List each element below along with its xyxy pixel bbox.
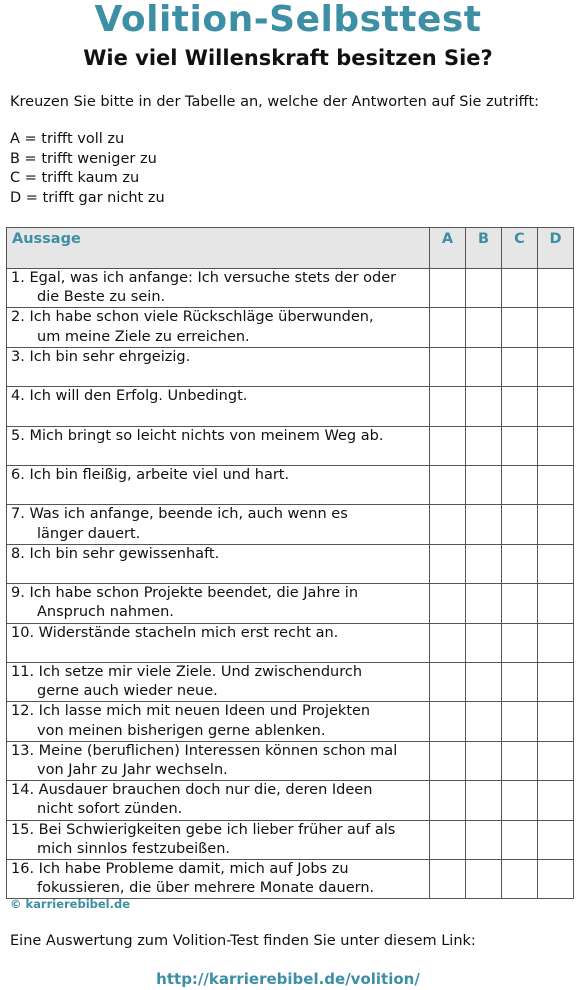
statement-cell	[7, 347, 430, 386]
answer-cell-a[interactable]	[430, 781, 466, 820]
statement-text: 14. Ausdauer brauchen doch nur die, deren Ideen	[11, 782, 373, 799]
statement-text: 15. Bei Schwierigkeiten gebe ich lieber früher auf als	[11, 821, 396, 838]
table-row	[7, 781, 574, 820]
answer-cell-d[interactable]	[538, 308, 574, 347]
answer-cell-d[interactable]	[538, 505, 574, 544]
answer-cell-d[interactable]	[538, 860, 574, 899]
answer-cell-a[interactable]	[430, 702, 466, 741]
statement-text: 1. Egal, was ich anfange: Ich versuche stets der oder	[11, 270, 397, 286]
answer-cell-c[interactable]	[502, 347, 538, 386]
statement-text: 16. Ich habe Probleme damit, mich auf Jobs zu	[11, 861, 349, 877]
table-row	[7, 820, 574, 859]
statement-text: 5. Mich bringt so leicht nichts von meinem Weg ab.	[11, 427, 384, 444]
legend-item-c: C = trifft kaum zu	[10, 170, 140, 186]
answer-cell-a[interactable]	[430, 465, 466, 504]
answer-cell-c[interactable]	[502, 387, 538, 426]
answer-cell-a[interactable]	[430, 741, 466, 780]
table-row	[7, 465, 574, 504]
table-row	[7, 544, 574, 583]
answer-cell-d[interactable]	[538, 387, 574, 426]
answer-cell-c[interactable]	[502, 465, 538, 504]
statement-cell	[7, 584, 430, 623]
answer-cell-d[interactable]	[538, 662, 574, 701]
answer-cell-b[interactable]	[466, 860, 502, 899]
answer-cell-a[interactable]	[430, 426, 466, 465]
answer-cell-b[interactable]	[466, 820, 502, 859]
statement-cell	[7, 860, 430, 899]
statement-text: von meinen bisherigen gerne ablenken.	[37, 722, 326, 739]
column-header-a: A	[430, 228, 466, 269]
answer-cell-c[interactable]	[502, 860, 538, 899]
answer-cell-d[interactable]	[538, 741, 574, 780]
statement-text: 11. Ich setze mir viele Ziele. Und zwischendurch	[11, 663, 363, 680]
statement-text: 2. Ich habe schon viele Rückschläge überwunden,	[11, 309, 374, 326]
answer-cell-b[interactable]	[466, 505, 502, 544]
statement-cell	[7, 269, 430, 308]
answer-cell-d[interactable]	[538, 426, 574, 465]
answer-cell-b[interactable]	[466, 741, 502, 780]
answer-cell-a[interactable]	[430, 662, 466, 701]
answer-cell-d[interactable]	[538, 584, 574, 623]
table-row	[7, 308, 574, 347]
column-header-statement: Aussage	[7, 228, 430, 269]
answer-cell-d[interactable]	[538, 465, 574, 504]
statement-cell	[7, 741, 430, 780]
statement-text: 3. Ich bin sehr ehrgeizig.	[11, 348, 191, 365]
instruction-text: Kreuzen Sie bitte in der Tabelle an, welche der Antworten auf Sie zutrifft:	[10, 94, 540, 110]
answer-cell-d[interactable]	[538, 623, 574, 662]
statement-cell	[7, 505, 430, 544]
statement-cell	[7, 662, 430, 701]
legend-item-d: D = trifft gar nicht zu	[10, 189, 165, 206]
statement-text: 12. Ich lasse mich mit neuen Ideen und Projekten	[11, 703, 371, 720]
answer-cell-a[interactable]	[430, 308, 466, 347]
column-header-b: B	[466, 228, 502, 269]
answer-cell-b[interactable]	[466, 347, 502, 386]
answer-cell-b[interactable]	[466, 662, 502, 701]
statement-text: 4. Ich will den Erfolg. Unbedingt.	[11, 388, 248, 405]
table-header-row	[7, 228, 574, 269]
statement-text: nicht sofort zünden.	[37, 801, 183, 818]
statement-text: gerne auch wieder neue.	[37, 683, 218, 700]
statement-text: länger dauert.	[37, 525, 141, 542]
legend-item-a: A = trifft voll zu	[10, 131, 125, 147]
statement-cell	[7, 426, 430, 465]
table-row	[7, 741, 574, 780]
answer-cell-a[interactable]	[430, 505, 466, 544]
statement-cell	[7, 702, 430, 741]
answer-cell-b[interactable]	[466, 269, 502, 308]
table-row	[7, 662, 574, 701]
answer-cell-c[interactable]	[502, 269, 538, 308]
statement-text: 6. Ich bin fleißig, arbeite viel und hart.	[11, 466, 290, 483]
answer-cell-c[interactable]	[502, 544, 538, 583]
answer-legend	[10, 130, 165, 208]
answer-cell-c[interactable]	[502, 702, 538, 741]
answer-cell-b[interactable]	[466, 781, 502, 820]
answer-cell-b[interactable]	[466, 623, 502, 662]
statement-text: 10. Widerstände stacheln mich erst recht an.	[11, 624, 339, 641]
footer-text: Eine Auswertung zum Volition-Test finden Sie unter diesem Link:	[10, 933, 476, 949]
statement-text: mich sinnlos festzubeißen.	[37, 840, 231, 857]
statement-text: 9. Ich habe schon Projekte beendet, die Jahre in	[11, 585, 359, 602]
column-header-c: C	[502, 228, 538, 269]
answer-cell-a[interactable]	[430, 347, 466, 386]
statement-text: fokussieren, die über mehrere Monate dauern.	[37, 880, 375, 897]
statement-cell	[7, 387, 430, 426]
answer-cell-a[interactable]	[430, 623, 466, 662]
answer-cell-a[interactable]	[430, 387, 466, 426]
table-row	[7, 387, 574, 426]
answer-cell-b[interactable]	[466, 308, 502, 347]
answer-cell-a[interactable]	[430, 544, 466, 583]
statement-cell	[7, 781, 430, 820]
answer-cell-c[interactable]	[502, 505, 538, 544]
table-row	[7, 584, 574, 623]
answer-cell-a[interactable]	[430, 820, 466, 859]
statement-cell	[7, 820, 430, 859]
statement-text: 7. Was ich anfange, beende ich, auch wenn es	[11, 506, 348, 523]
answer-cell-c[interactable]	[502, 308, 538, 347]
table-row	[7, 269, 574, 308]
answer-cell-a[interactable]	[430, 860, 466, 899]
statement-text: um meine Ziele zu erreichen.	[37, 328, 250, 345]
answer-cell-d[interactable]	[538, 702, 574, 741]
answer-cell-c[interactable]	[502, 820, 538, 859]
page-subtitle: Wie viel Willenskraft besitzen Sie?	[83, 46, 493, 70]
answer-cell-c[interactable]	[502, 741, 538, 780]
statement-cell	[7, 465, 430, 504]
table-row	[7, 623, 574, 662]
answer-cell-a[interactable]	[430, 584, 466, 623]
answer-cell-b[interactable]	[466, 426, 502, 465]
answer-cell-c[interactable]	[502, 781, 538, 820]
table-row	[7, 426, 574, 465]
answer-cell-b[interactable]	[466, 387, 502, 426]
survey-table	[6, 227, 574, 899]
answer-cell-b[interactable]	[466, 584, 502, 623]
statement-text: 13. Meine (beruflichen) Interessen können schon mal	[11, 742, 398, 759]
table-row	[7, 860, 574, 899]
table-row	[7, 505, 574, 544]
statement-text: 8. Ich bin sehr gewissenhaft.	[11, 545, 220, 562]
statement-text: von Jahr zu Jahr wechseln.	[37, 761, 228, 778]
column-header-d: D	[538, 228, 574, 269]
copyright-notice: © karrierebibel.de	[10, 897, 131, 911]
answer-cell-d[interactable]	[538, 544, 574, 583]
answer-cell-d[interactable]	[538, 820, 574, 859]
statement-cell	[7, 308, 430, 347]
statement-cell	[7, 623, 430, 662]
answer-cell-c[interactable]	[502, 584, 538, 623]
statement-cell	[7, 544, 430, 583]
answer-cell-d[interactable]	[538, 347, 574, 386]
legend-item-b: B = trifft weniger zu	[10, 150, 157, 167]
answer-cell-d[interactable]	[538, 269, 574, 308]
answer-cell-a[interactable]	[430, 269, 466, 308]
table-row	[7, 702, 574, 741]
page-title: Volition-Selbsttest	[94, 0, 482, 40]
answer-cell-c[interactable]	[502, 426, 538, 465]
answer-cell-c[interactable]	[502, 623, 538, 662]
evaluation-link[interactable]: http://karrierebibel.de/volition/	[156, 970, 420, 988]
answer-cell-c[interactable]	[502, 662, 538, 701]
answer-cell-b[interactable]	[466, 544, 502, 583]
statement-text: Anspruch nahmen.	[37, 604, 174, 621]
table-row	[7, 347, 574, 386]
answer-cell-b[interactable]	[466, 465, 502, 504]
answer-cell-b[interactable]	[466, 702, 502, 741]
answer-cell-d[interactable]	[538, 781, 574, 820]
statement-text: die Beste zu sein.	[37, 289, 166, 306]
